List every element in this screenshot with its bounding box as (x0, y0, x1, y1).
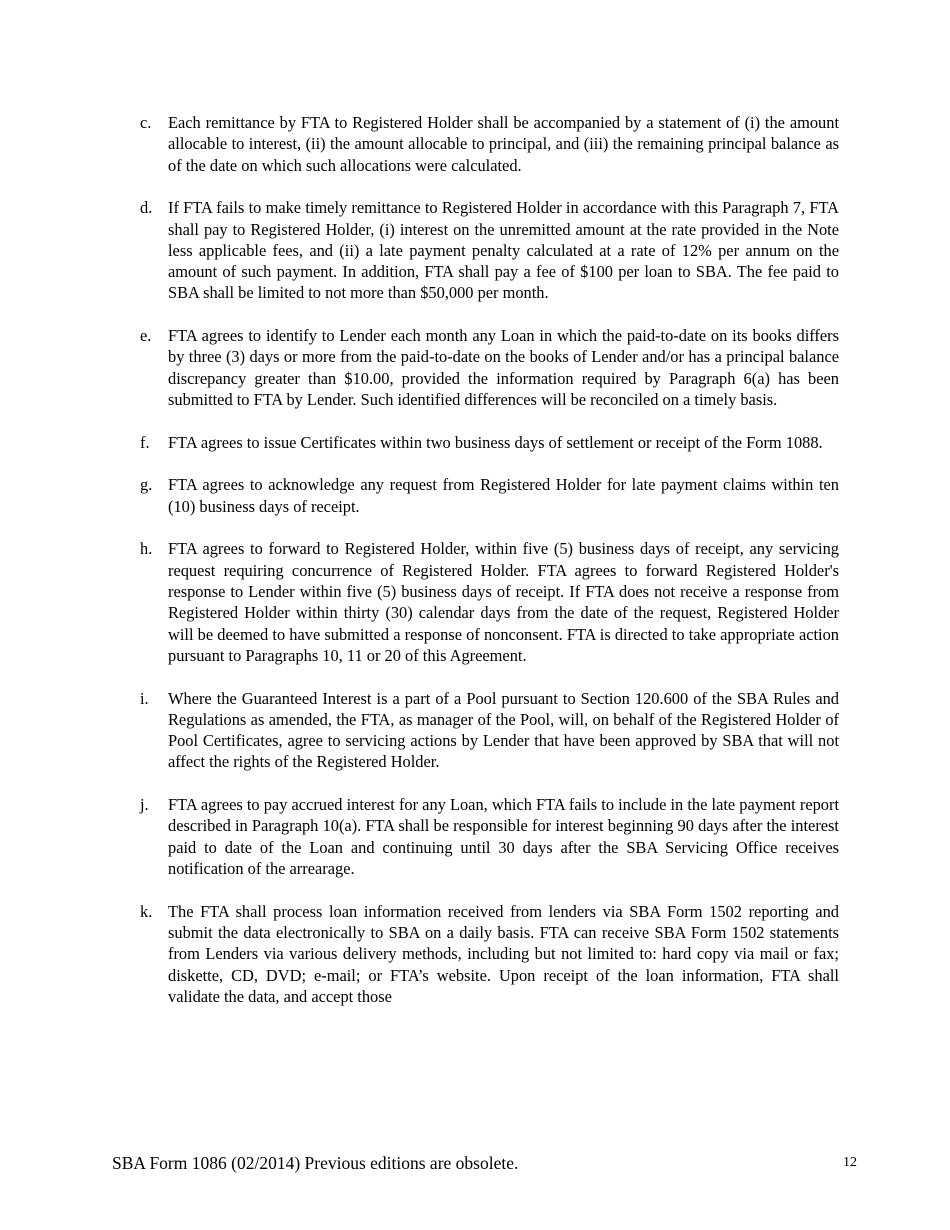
list-item-letter: j. (140, 795, 149, 815)
list-item-h (140, 538, 839, 666)
list-item-j (140, 794, 839, 879)
list-item-text: FTA agrees to pay accrued interest for any Loan, which FTA fails to include in the late payment report described in Paragraph 10(a). FTA shall be responsible for interest beginning 90 days after the interest paid to date of the Loan and continuing until 30 days after the SBA Servicing Office receives notification of the arrearage. (168, 795, 839, 879)
list-item-letter: k. (140, 901, 153, 921)
list-item-i (140, 688, 839, 773)
list-item-text: FTA agrees to forward to Registered Holder, within five (5) business days of receipt, any servicing request requiring concurrence of Registered Holder. FTA agrees to forward Registered Holder's response to Lender within five (5) business days of receipt. If FTA does not receive a response from Registered Holder within thirty (30) calendar days from the date of the request, Registered Holder will be deemed to have submitted a response of nonconsent. FTA is directed to take appropriate action pursuant to Paragraphs 10, 11 or 20 of this Agreement. (168, 539, 839, 665)
list-item-letter: h. (140, 539, 153, 559)
list-item-letter: e. (140, 326, 152, 346)
list-item-letter: g. (140, 475, 153, 495)
list-item-text: FTA agrees to acknowledge any request from Registered Holder for late payment claims within ten (10) business days of receipt. (168, 475, 839, 516)
list-item-text: Where the Guaranteed Interest is a part of a Pool pursuant to Section 120.600 of the SBA Rules and Regulations as amended, the FTA, as manager of the Pool, will, on behalf of the Registered Holder of Pool Certificates, agree to servicing actions by Lender that have been approved by SBA that will not affect the rights of the Registered Holder. (168, 688, 839, 772)
list-item-letter: d. (140, 198, 153, 218)
list-item-letter: i. (140, 688, 149, 708)
list-item-text: Each remittance by FTA to Registered Holder shall be accompanied by a statement of (i) the amount allocable to interest, (ii) the amount allocable to principal, and (iii) the remaining principal balance as of the date on which such allocations were calculated. (168, 113, 839, 175)
list-item-d (140, 197, 839, 303)
paragraph-list (140, 112, 839, 1007)
page-number: 12 (843, 1155, 857, 1170)
list-item-g (140, 474, 839, 517)
list-item-text: FTA agrees to issue Certificates within two business days of settlement or receipt of the Form 1088. (168, 432, 823, 452)
footer-form-text: SBA Form 1086 (02/2014) Previous editions are obsolete. (112, 1153, 519, 1173)
list-item-e (140, 325, 839, 410)
list-item-f (140, 432, 839, 453)
list-item-k (140, 901, 839, 1007)
list-item-c (140, 112, 839, 176)
list-item-letter: c. (140, 113, 152, 132)
list-item-text: If FTA fails to make timely remittance to Registered Holder in accordance with this Paragraph 7, FTA shall pay to Registered Holder, (i) interest on the unremitted amount at the rate provided in the Note less applicable fees, and (ii) a late payment penalty calculated at a rate of 12% per annum on the amount of such payment. In addition, FTA shall pay a fee of $100 per loan to SBA. The fee paid to SBA shall be limited to not more than $50,000 per month. (168, 198, 839, 303)
list-item-text: FTA agrees to identify to Lender each month any Loan in which the paid-to-date on its books differs by three (3) days or more from the paid-to-date on the books of Lender and/or has a principal balance discrepancy greater than $10.00, provided the information required by Paragraph 6(a) has been submitted to FTA by Lender. Such identified differences will be reconciled on a timely basis. (168, 326, 839, 410)
list-item-text: The FTA shall process loan information received from lenders via SBA Form 1502 reporting and submit the data electronically to SBA on a daily basis. FTA can receive SBA Form 1502 statements from Lenders via various delivery methods, including but not limited to: hard copy via mail or fax; diskette, CD, DVD; e-mail; or FTA’s website. Upon receipt of the loan information, FTA shall validate the data, and accept those (168, 901, 839, 1006)
list-item-letter: f. (140, 432, 150, 452)
